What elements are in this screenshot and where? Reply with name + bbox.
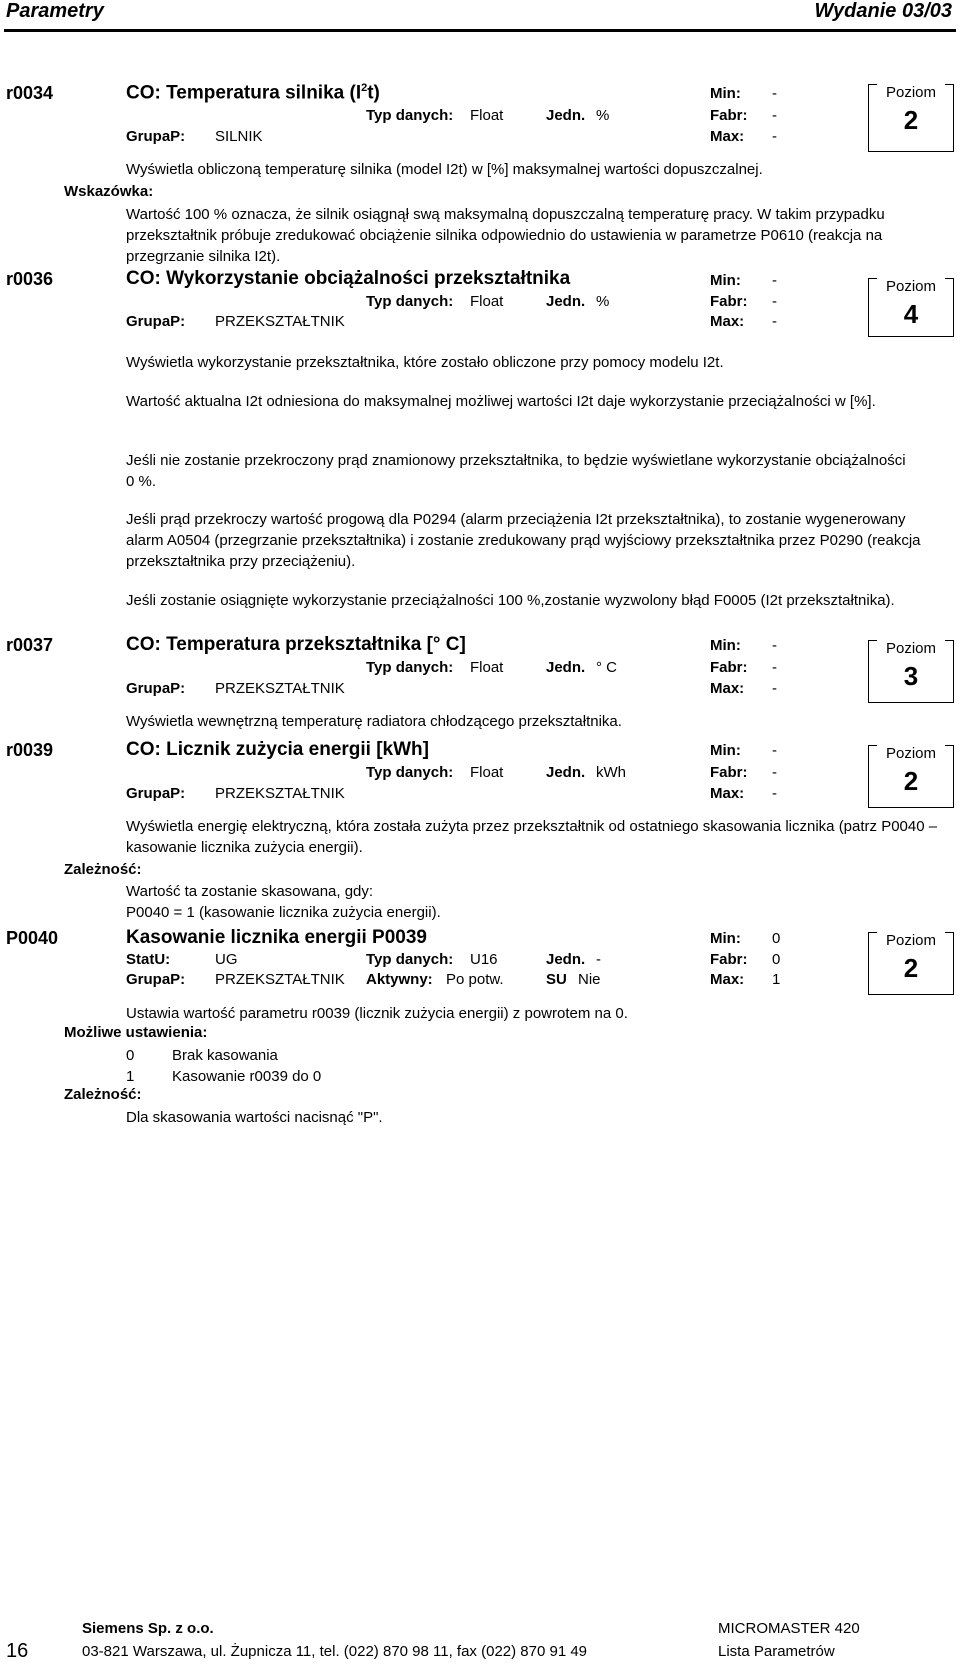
poziom-value: 4 (903, 299, 919, 329)
max-label: Max: (710, 680, 745, 697)
poziom-box (868, 278, 954, 337)
min-value: - (772, 272, 777, 289)
max-label: Max: (710, 313, 745, 330)
footer-product: MICROMASTER 420 (718, 1620, 860, 1637)
typ-value: Float (470, 659, 504, 676)
dependency-text: Dla skasowania wartości nacisnąć "P". (126, 1109, 383, 1126)
fabr-label: Fabr: (710, 659, 748, 676)
jedn-label: Jedn. (546, 764, 586, 781)
max-value: - (772, 680, 777, 697)
jedn-label: Jedn. (546, 293, 586, 310)
param-title: Kasowanie licznika energii P0039 (126, 927, 427, 948)
param-description: Wyświetla wewnętrzną temperaturę radiatora chłodzącego przekształtnika. (126, 713, 622, 730)
jedn-value: ° C (596, 659, 617, 676)
dependency-label: Zależność: (64, 1086, 142, 1103)
footer-doc: Lista Parametrów (718, 1643, 835, 1660)
grupa-value: SILNIK (215, 128, 263, 145)
header-title: Parametry (6, 0, 104, 22)
dependency-label: Zależność: (64, 861, 142, 878)
param-id: r0036 (6, 269, 54, 289)
fabr-value: - (772, 293, 777, 310)
jedn-value: - (596, 951, 601, 968)
typ-label: Typ danych: (366, 951, 454, 968)
grupa-value: PRZEKSZTAŁTNIK (215, 313, 345, 330)
min-value: - (772, 637, 777, 654)
poziom-value: 2 (903, 105, 919, 135)
jedn-value: % (596, 293, 610, 310)
dependency-text: P0040 = 1 (kasowanie licznika zużycia energii). (126, 904, 441, 921)
grupa-label: GrupaP: (126, 680, 186, 697)
param-title: CO: Licznik zużycia energii [kWh] (126, 739, 429, 760)
poziom-label: Poziom (885, 640, 937, 657)
min-label: Min: (710, 930, 741, 947)
fabr-label: Fabr: (710, 764, 748, 781)
setting-value: 1 (126, 1068, 135, 1085)
fabr-label: Fabr: (710, 951, 748, 968)
grupa-label: GrupaP: (126, 128, 186, 145)
min-value: 0 (772, 930, 781, 947)
typ-value: Float (470, 293, 504, 310)
param-id: r0039 (6, 740, 54, 760)
jedn-label: Jedn. (546, 107, 586, 124)
poziom-label: Poziom (885, 84, 937, 101)
param-title: CO: Temperatura przekształtnika [° C] (126, 634, 466, 655)
param-title (126, 82, 380, 104)
dependency-text: Wartość ta zostanie skasowana, gdy: (126, 883, 374, 900)
paragraph: Wartość aktualna I2t odniesiona do maksymalnej możliwej wartości I2t daje wykorzystanie przeciążalności w [%]. (126, 393, 876, 410)
jedn-label: Jedn. (546, 659, 586, 676)
su-label: SU (546, 971, 567, 988)
typ-label: Typ danych: (366, 293, 454, 310)
jedn-value: % (596, 107, 610, 124)
typ-value: U16 (470, 951, 498, 968)
typ-value: Float (470, 107, 504, 124)
max-value: - (772, 313, 777, 330)
poziom-label: Poziom (885, 278, 937, 295)
typ-value: Float (470, 764, 504, 781)
grupa-label: GrupaP: (126, 785, 186, 802)
grupa-value: PRZEKSZTAŁTNIK (215, 971, 345, 988)
min-label: Min: (710, 85, 741, 102)
max-value: - (772, 128, 777, 145)
header-edition: Wydanie 03/03 (814, 0, 952, 22)
param-title: CO: Wykorzystanie obciążalności przekształtnika (126, 268, 571, 289)
fabr-value: - (772, 659, 777, 676)
min-value: - (772, 85, 777, 102)
poziom-value: 3 (903, 661, 919, 691)
max-value: - (772, 785, 777, 802)
max-label: Max: (710, 785, 745, 802)
poziom-box (868, 640, 954, 703)
aktywny-label: Aktywny: (366, 971, 433, 988)
statu-value: UG (215, 951, 238, 968)
grupa-value: PRZEKSZTAŁTNIK (215, 680, 345, 697)
min-label: Min: (710, 742, 741, 759)
footer-company: Siemens Sp. z o.o. (82, 1620, 214, 1637)
header-rule (4, 29, 956, 32)
param-description: Wyświetla obliczoną temperaturę silnika (model I2t) w [%] maksymalnej wartości dopuszczalnej. (126, 161, 763, 178)
hint-label: Wskazówka: (64, 183, 154, 200)
settings-label: Możliwe ustawienia: (64, 1024, 208, 1041)
page-number: 16 (6, 1640, 29, 1662)
param-title-end: t) (367, 82, 380, 104)
typ-label: Typ danych: (366, 764, 454, 781)
typ-label: Typ danych: (366, 107, 454, 124)
grupa-label: GrupaP: (126, 971, 186, 988)
fabr-value: 0 (772, 951, 781, 968)
param-title-sup: 2 (361, 82, 368, 94)
min-label: Min: (710, 272, 741, 289)
grupa-value: PRZEKSZTAŁTNIK (215, 785, 345, 802)
aktywny-value: Po potw. (446, 971, 504, 988)
param-id: P0040 (6, 928, 59, 948)
footer-address: 03-821 Warszawa, ul. Żupnicza 11, tel. (022) 870 98 11, fax (022) 870 91 49 (82, 1643, 588, 1660)
max-label: Max: (710, 971, 745, 988)
max-label: Max: (710, 128, 745, 145)
fabr-value: - (772, 107, 777, 124)
param-description: Wyświetla energię elektryczną, która została zużyta przez przekształtnik od ostatniego skasowania licznika (patrz P0040 – kasowanie licznika zużycia energii). (126, 818, 938, 856)
param-description: Ustawia wartość parametru r0039 (licznik zużycia energii) z powrotem na 0. (126, 1005, 628, 1022)
poziom-label: Poziom (885, 745, 937, 762)
paragraph: Jeśli zostanie osiągnięte wykorzystanie przeciążalności 100 %,zostanie wyzwolony błąd F0005 (I2t przekształtnika). (126, 592, 895, 609)
poziom-box (868, 745, 954, 808)
min-value: - (772, 742, 777, 759)
jedn-label: Jedn. (546, 951, 586, 968)
param-id: r0037 (6, 635, 54, 655)
paragraph: Wyświetla wykorzystanie przekształtnika, które zostało obliczone przy pomocy modelu I2t. (126, 354, 724, 371)
fabr-label: Fabr: (710, 107, 748, 124)
paragraph: Jeśli prąd przekroczy wartość progową dla P0294 (alarm przeciążenia I2t przekształtnika), to zostanie wygenerowany alarm A0504 (przegrzanie przekształtnika) i zostanie zredukowany prąd wyjściowy przekształtnika przez P0290 (reakcja przekształtnika przy przeciążeniu). (126, 511, 921, 570)
poziom-box (868, 84, 954, 152)
min-label: Min: (710, 637, 741, 654)
jedn-value: kWh (596, 764, 626, 781)
statu-label: StatU: (126, 951, 171, 968)
max-value: 1 (772, 971, 781, 988)
su-value: Nie (578, 971, 601, 988)
setting-text: Kasowanie r0039 do 0 (172, 1068, 322, 1085)
poziom-box (868, 932, 954, 995)
fabr-value: - (772, 764, 777, 781)
param-title-text: CO: Temperatura silnika (I (126, 82, 362, 104)
poziom-value: 2 (903, 953, 919, 983)
poziom-label: Poziom (885, 932, 937, 949)
setting-value: 0 (126, 1047, 135, 1064)
param-id: r0034 (6, 83, 54, 103)
poziom-value: 2 (903, 766, 919, 796)
typ-label: Typ danych: (366, 659, 454, 676)
fabr-label: Fabr: (710, 293, 748, 310)
grupa-label: GrupaP: (126, 313, 186, 330)
setting-text: Brak kasowania (172, 1047, 278, 1064)
paragraph: Jeśli nie zostanie przekroczony prąd znamionowy przekształtnika, to będzie wyświetlane wykorzystanie obciążalności 0 %. (126, 452, 906, 490)
hint-text: Wartość 100 % oznacza, że silnik osiągnął swą maksymalną dopuszczalną temperaturę pracy. W takim przypadku przekształtnik próbuje zredukować obciążenie silnika odpowiednio do ustawienia w parametrze P0610 (reakcja na przegrzanie silnika I2t). (126, 206, 885, 265)
